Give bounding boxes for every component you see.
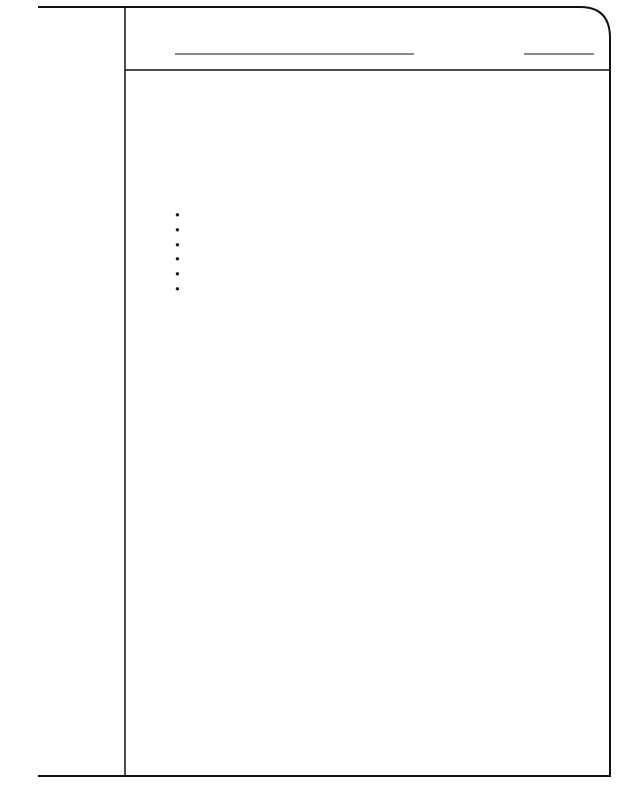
paper-outline [38,7,610,776]
question-item [174,208,185,223]
guiding-questions-list [174,208,185,297]
question-item [174,252,185,267]
question-item [174,267,185,282]
question-item [174,223,185,238]
question-item [174,282,185,297]
question-item [174,238,185,253]
